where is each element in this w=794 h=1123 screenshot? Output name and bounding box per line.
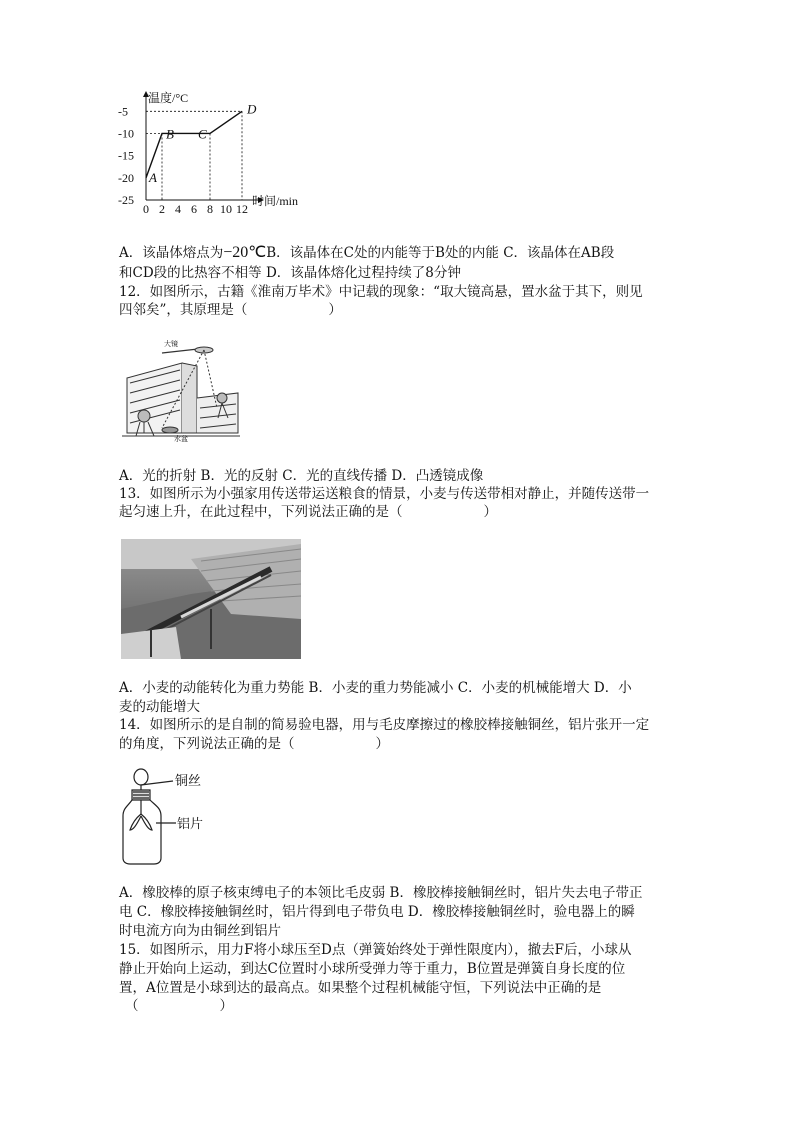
q12-question-line2: 四邻矣”，其原理是（ ） — [119, 302, 342, 318]
fig-label-mirror: 大镜 — [164, 340, 178, 348]
q11-options-line1 — [119, 243, 614, 263]
q11-option-bc-text: B．该晶体在C处的内能等于B处的内能 C．该晶体在AB段 — [266, 245, 615, 261]
q11-melting-temp: −20℃ — [223, 244, 267, 261]
y-tick-label: -25 — [118, 193, 134, 207]
y-tick-label: -15 — [118, 148, 134, 163]
q15-question-line4: （ ） — [125, 998, 233, 1014]
q14-question-line2: 的角度，下列说法正确的是（ ） — [119, 736, 389, 752]
point-label-a: A — [149, 169, 157, 185]
y-axis-label: 温度/°C — [148, 91, 189, 105]
x-tick-label: 8 — [207, 202, 213, 216]
temperature-series-line — [146, 111, 242, 178]
q13-question-line1: 13．如图所示为小强家用传送带运送粮食的情景，小麦与传送带相对静止，并随传送带一 — [119, 486, 650, 502]
q12-question-line1: 12．如图所示，古籍《淮南万毕术》中记载的现象：“取大镜高悬，置水盆于其下，则见 — [119, 284, 643, 300]
q13-question-line2: 起匀速上升，在此过程中，下列说法正确的是（ ） — [119, 504, 497, 520]
fig-label-basin: 水盆 — [174, 435, 188, 442]
point-label-b: B — [166, 126, 174, 142]
q15-question-line1: 15．如图所示，用力F将小球压至D点（弹簧始终处于弹性限度内），撤去F后，小球从 — [119, 942, 632, 958]
q14-options-line3: 时电流方向为由铜丝到铝片 — [119, 923, 281, 939]
q14-options-line2: 电 C．橡胶棒接触铜丝时，铝片得到电子带负电 D．橡胶棒接触铜丝时，验电器上的瞬 — [119, 904, 635, 920]
y-tick-label: -20 — [118, 170, 134, 185]
label-aluminum-foil: 铝片 — [177, 817, 204, 832]
temperature-time-chart — [118, 90, 318, 220]
label-copper-wire: 铜丝 — [175, 774, 202, 789]
x-tick-label: 2 — [159, 202, 165, 216]
y-tick-label: -5 — [118, 104, 128, 119]
x-tick-label: 4 — [175, 202, 181, 216]
q12-options: A．光的折射 B．光的反射 C．光的直线传播 D．凸透镜成像 — [119, 468, 484, 484]
q14-options-line1: A．橡胶棒的原子核束缚电子的本领比毛皮弱 B．橡胶棒接触铜丝时，铝片失去电子带正 — [119, 885, 643, 901]
q11-option-a-text: A．该晶体熔点为 — [119, 245, 224, 261]
ancient-mirror-illustration — [122, 338, 240, 442]
point-label-c: C — [198, 126, 207, 142]
conveyor-belt-photo — [121, 539, 301, 659]
q13-options-line2: 麦的动能增大 — [119, 699, 200, 715]
q11-options-line2: 和CD段的比热容不相等 D．该晶体熔化过程持续了8分钟 — [119, 265, 461, 281]
x-tick-label: 0 — [143, 202, 149, 216]
x-tick-label: 12 — [236, 202, 248, 216]
x-tick-label: 10 — [220, 202, 232, 216]
q14-question-line1: 14．如图所示的是自制的简易验电器，用与毛皮摩擦过的橡胶棒接触铜丝，铝片张开一定 — [119, 717, 650, 733]
q15-question-line3: 置，A位置是小球到达的最高点。如果整个过程机械能守恒，下列说法中正确的是 — [119, 980, 602, 996]
point-label-d: D — [247, 101, 257, 117]
y-tick-label: -10 — [118, 126, 134, 141]
x-axis-label: 时间/min — [252, 194, 299, 208]
x-tick-label: 6 — [191, 202, 197, 216]
q13-options-line1: A．小麦的动能转化为重力势能 B．小麦的重力势能减小 C．小麦的机械能增大 D．小 — [119, 680, 632, 696]
electroscope-diagram — [118, 768, 218, 868]
q15-question-line2: 静止开始向上运动，到达C位置时小球所受弹力等于重力，B位置是弹簧自身长度的位 — [119, 961, 626, 977]
